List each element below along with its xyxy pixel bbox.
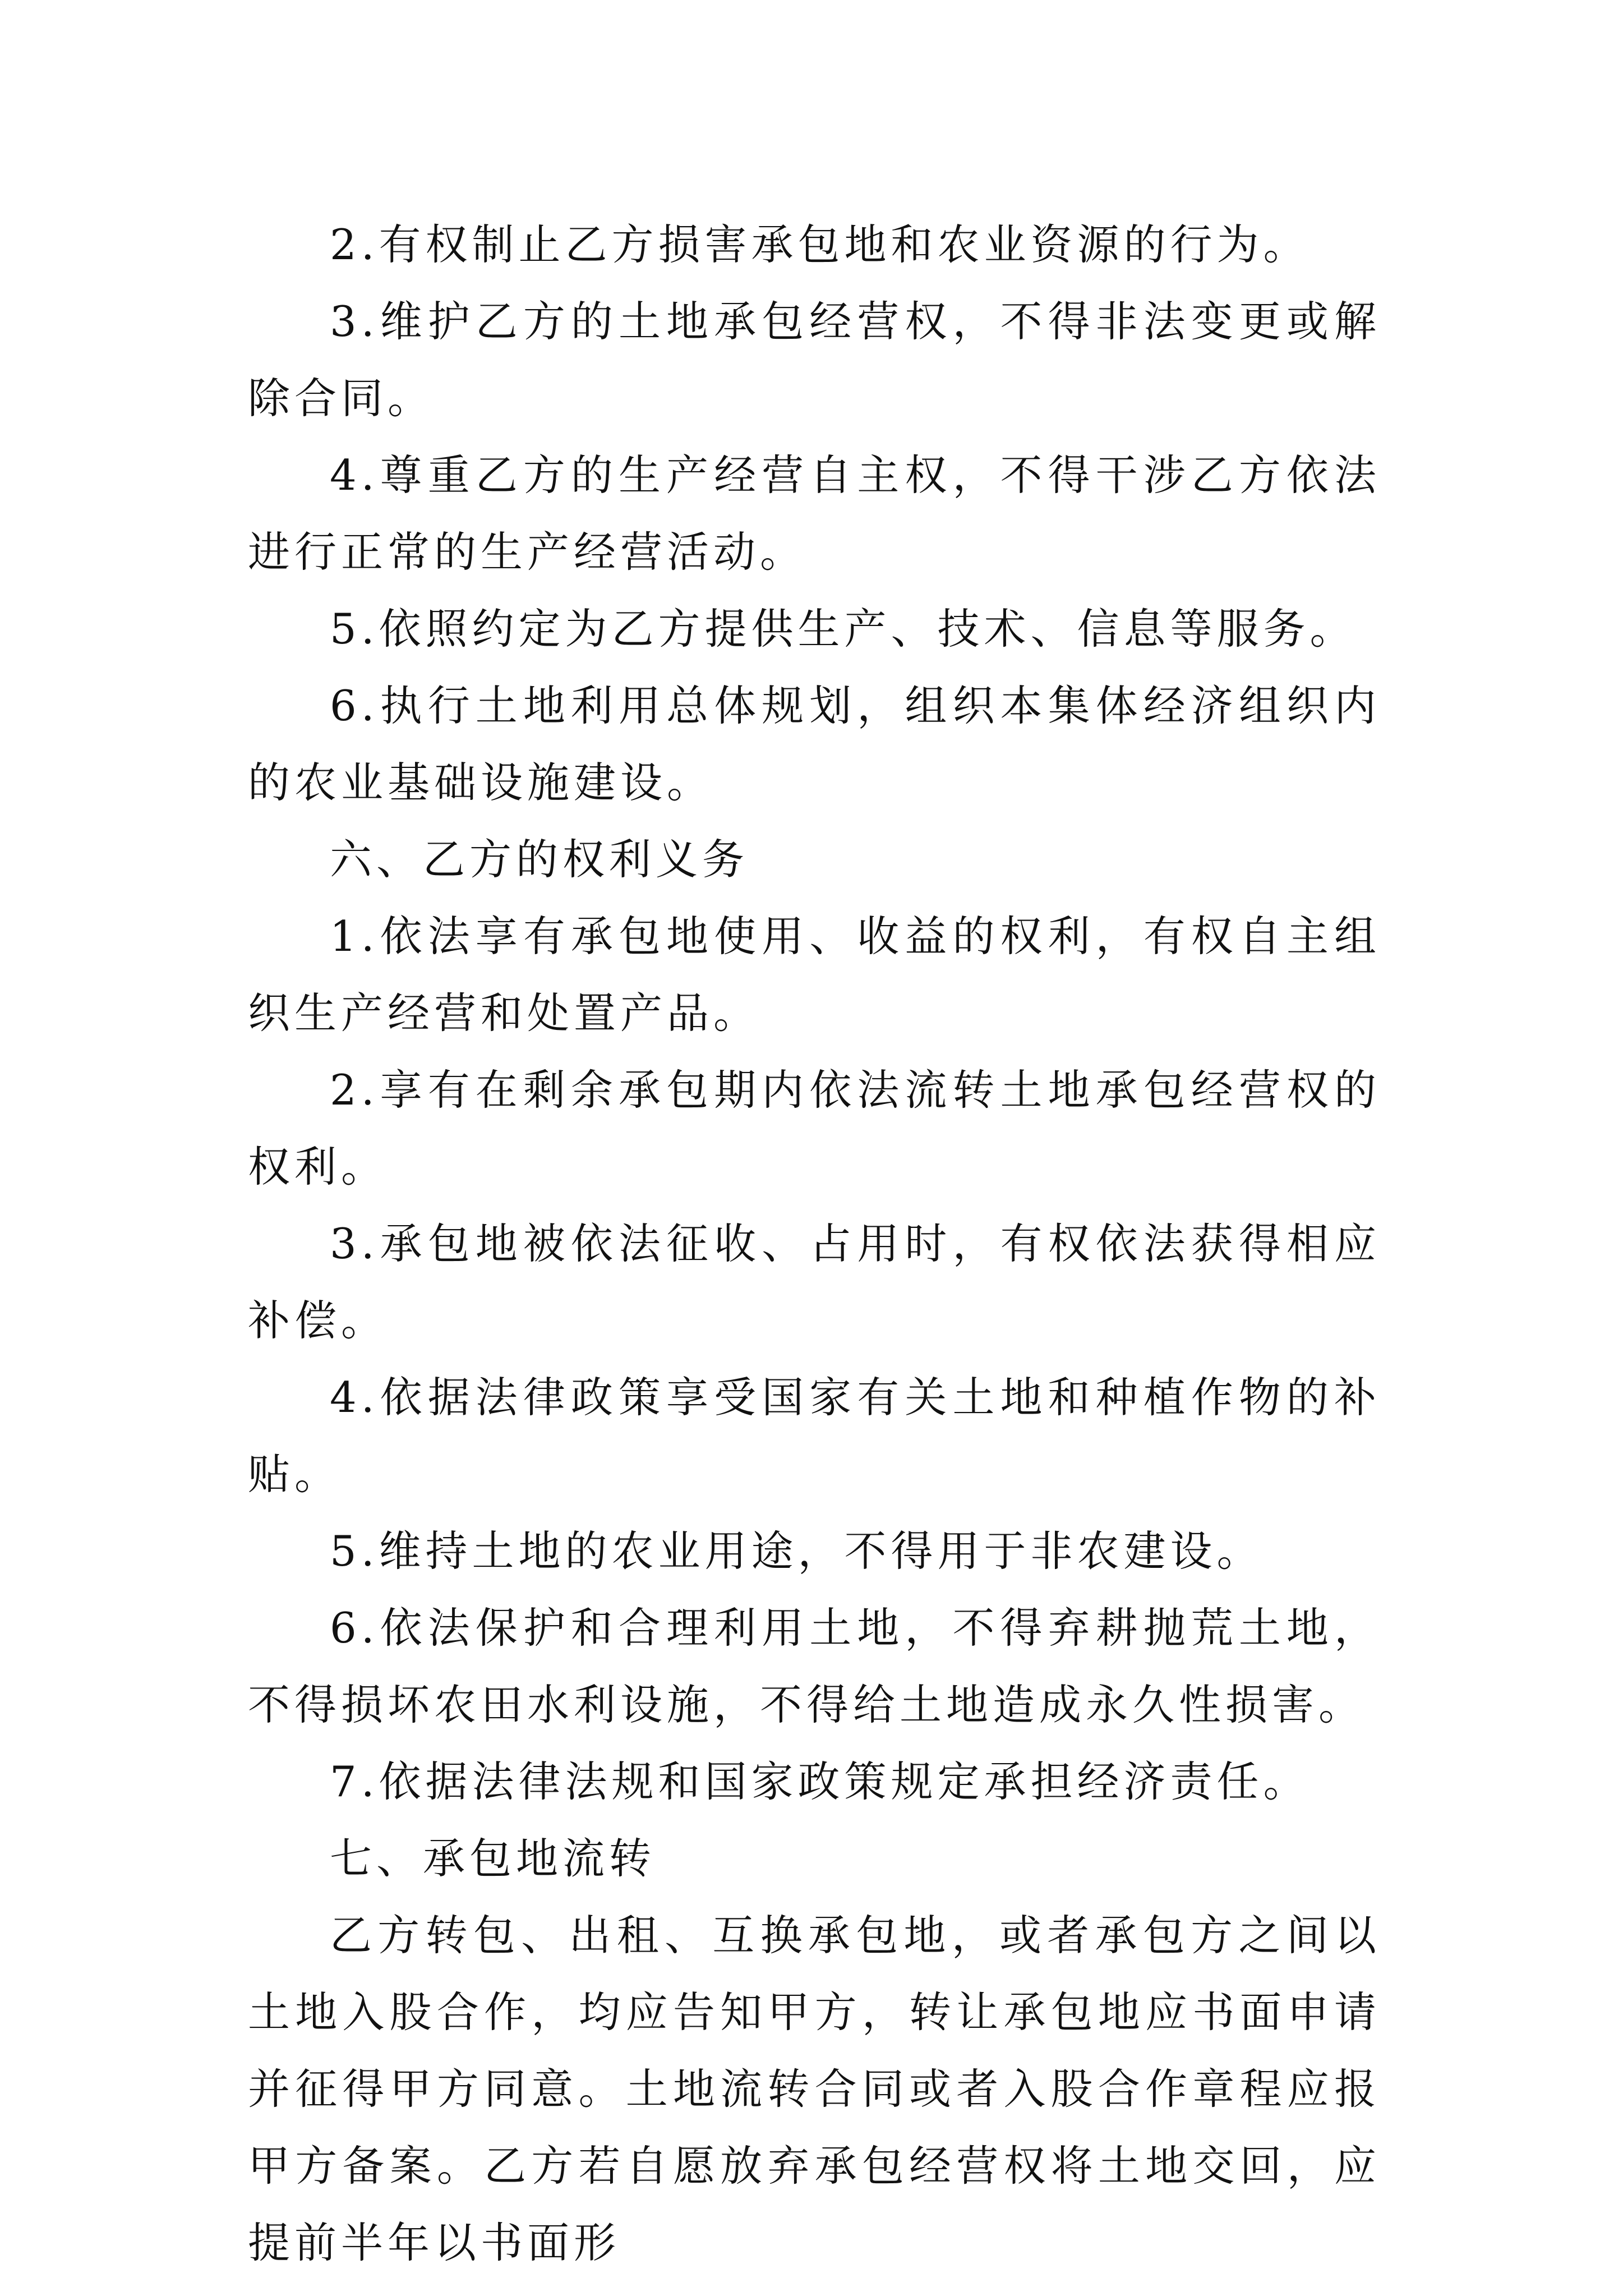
clause-paragraph: 4.尊重乙方的生产经营自主权，不得干涉乙方依法进行正常的生产经营活动。 [248,450,1381,577]
section-heading: 六、乙方的权利义务 [330,835,749,884]
clause-paragraph: 3.承包地被依法征收、占用时，有权依法获得相应补偿。 [248,1219,1381,1345]
clause-paragraph: 1.依法享有承包地使用、收益的权利，有权自主组织生产经营和处置产品。 [248,912,1381,1038]
document-body [248,206,1381,2281]
clause-paragraph: 5.维持土地的农业用途，不得用于非农建设。 [330,1526,1264,1576]
clause-paragraph: 6.执行土地利用总体规划，组织本集体经济组织内的农业基础设施建设。 [248,681,1381,807]
clause-paragraph: 6.依法保护和合理利用土地，不得弃耕抛荒土地，不得损坏农田水利设施，不得给土地造成永久性损害。 [248,1603,1381,1729]
clause-paragraph: 7.依据法律法规和国家政策规定承担经济责任。 [330,1757,1310,1806]
body-paragraph: 乙方转包、出租、互换承包地，或者承包方之间以土地入股合作，均应告知甲方，转让承包地应书面申请并征得甲方同意。土地流转合同或者入股合作章程应报甲方备案。乙方若自愿放弃承包经营权将土地交回，应提前半年以书面形 [248,1911,1381,2267]
clause-paragraph: 3.维护乙方的土地承包经营权，不得非法变更或解除合同。 [248,297,1381,423]
clause-paragraph: 2.有权制止乙方损害承包地和农业资源的行为。 [330,220,1310,269]
section-heading: 七、承包地流转 [330,1834,656,1883]
clause-paragraph: 4.依据法律政策享受国家有关土地和种植作物的补贴。 [248,1373,1381,1499]
clause-paragraph: 2.享有在剩余承包期内依法流转土地承包经营权的权利。 [248,1065,1381,1191]
clause-paragraph: 5.依照约定为乙方提供生产、技术、信息等服务。 [330,604,1357,654]
